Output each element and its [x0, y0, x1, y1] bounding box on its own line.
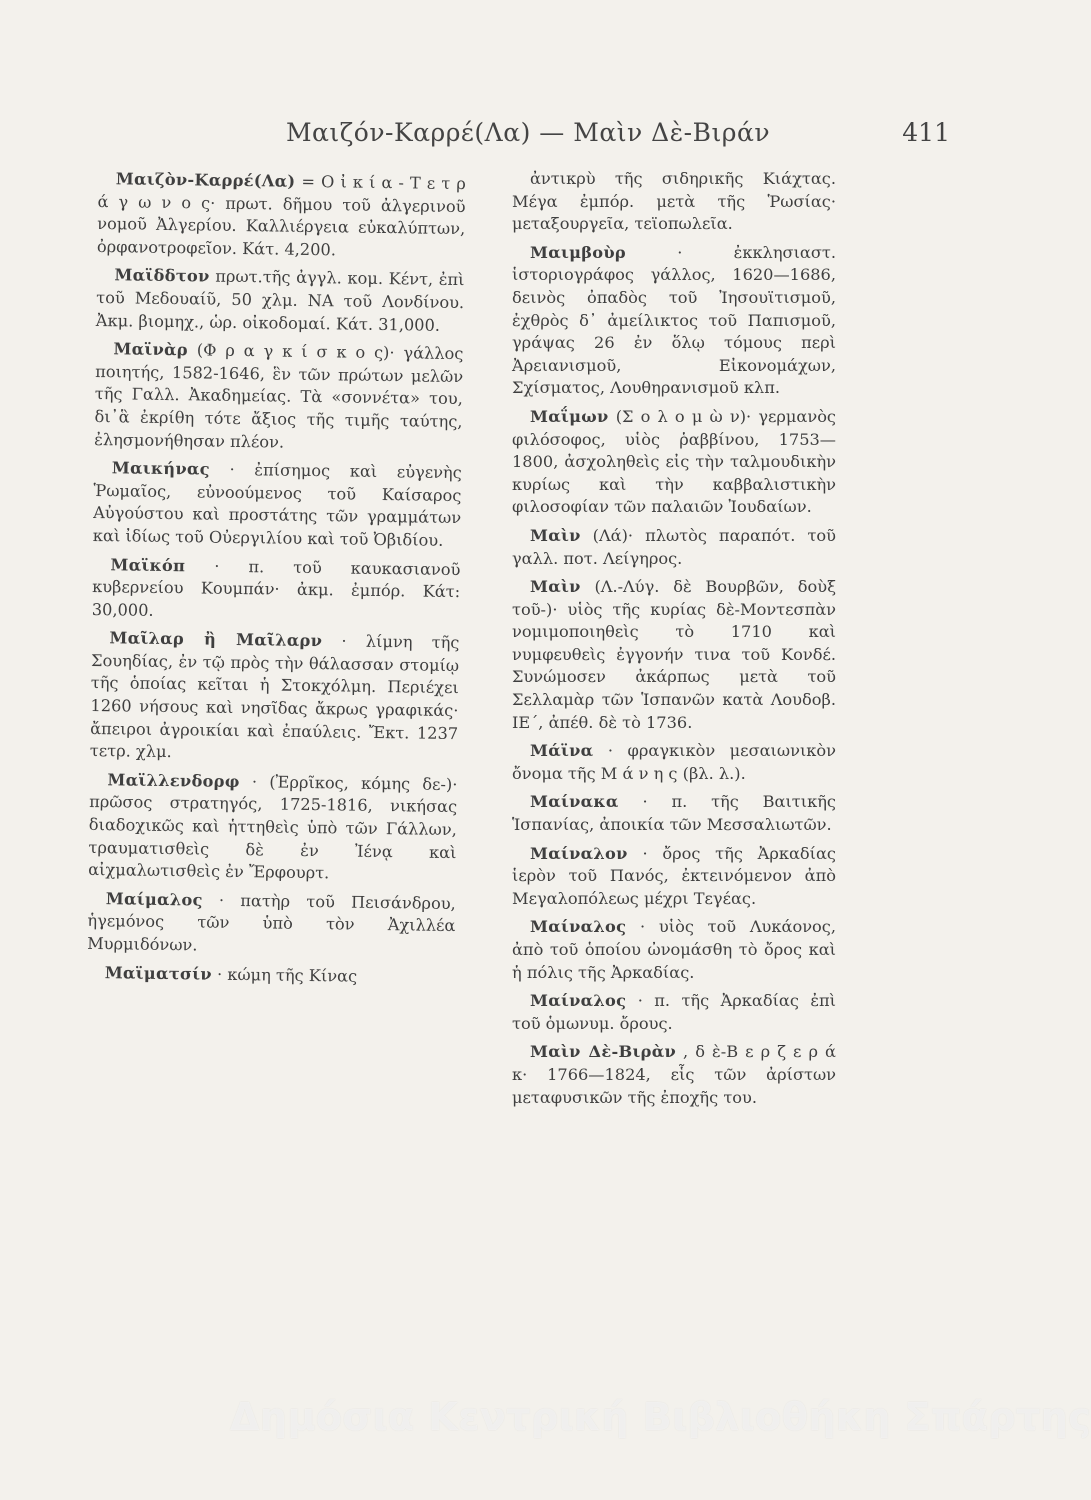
entry-text: · π. τῆς Ἀρκαδίας ἐπὶ τοῦ ὁμωνυμ. ὄρους. — [512, 991, 836, 1033]
entry-headword: Μαὶν — [530, 525, 581, 545]
dictionary-entry — [88, 769, 458, 887]
entry-headword: Μαϊλλενδορφ — [107, 770, 240, 791]
entry-text: (Λά)· πλωτὸς παραπότ. τοῦ γαλλ. ποτ. Λείγηρος. — [512, 525, 836, 568]
entry-text: · λίμνη τῆς Σουηδίας, ἐν τῷ πρὸς τὴν θάλασσαν στομίῳ τῆς ὁποίας κεῖται ἡ Στοκχόλμη. Περιέχει 1260 νήσους καὶ νησῖδας ἄκρως γραφικάς· ἄπειροι ἀγροικίαι καὶ ἐπαύλεις. Ἔκτ. 1237 τετρ. χλμ. — [89, 631, 460, 762]
entry-headword: Μαϊματσίν — [104, 962, 213, 984]
running-title: Μαιζόν-Καρρέ(Λα) — Μαὶν Δὲ-Βιράν — [285, 118, 771, 147]
entry-headword: Μαιζὸν-Καρρέ(Λα) — [115, 169, 296, 191]
entry-headword: Μαὶν — [530, 577, 581, 597]
entry-text: πρωτ.τῆς ἀγγλ. κομ. Κέντ, ἐπὶ τοῦ Μεδουαίῦ, 50 χλμ. ΝΑ τοῦ Λονδίνου. Ἀκμ. βιομηχ., ὡρ. οἰκοδομαί. Κάτ. 31,000. — [95, 267, 465, 335]
dictionary-entry — [92, 553, 461, 626]
running-header — [90, 118, 950, 158]
entry-text: · κώμη τῆς Κίνας — [216, 964, 358, 986]
entry-text: = Ο ἰ κ ί α - Τ ε τ ρ ά γ ω ν ο ς· πρωτ. δῆμου τοῦ ἀλγερινοῦ νομοῦ Ἀλγερίου. Καλλιέργεια εὐκαλύπτων, ὀρφανοτροφεῖον. Κάτ. 4,200. — [96, 171, 466, 260]
dictionary-entry — [512, 791, 836, 836]
dictionary-entry — [512, 843, 836, 911]
entry-text: · ἐκκλησιαστ. ἱστοριογράφος γάλλος, 1620—1686, δεινὸς ὀπαδὸς τοῦ Ἰησουϊτισμοῦ, ἐχθρὸς δ᾽ ἀμείλικτος τοῦ Παπισμοῦ, γράψας 26 ἐν ὅλῳ τόμους περὶ Ἀρειανισμοῦ, Εἰκονομάχων, Σχίσματος, Λουθηρανισμοῦ κλπ. — [512, 242, 836, 398]
entry-text: · ἐπίσημος καὶ εὐγενὴς Ῥωμαῖος, εὐνοούμενος τοῦ Καίσαρος Αὐγούστου καὶ προστάτης τῶν γραμμάτων καὶ ἰδίως τοῦ Οὐεργιλίου καὶ τοῦ Ὀβιδίου. — [92, 459, 462, 550]
entry-text: · ὄρος τῆς Ἀρκαδίας ἱερὸν τοῦ Πανός, ἐκτεινόμενον ἀπὸ Μεγαλοπόλεως μέχρι Τεγέας. — [512, 843, 836, 908]
entry-headword: Μάϊνα — [530, 741, 594, 761]
dictionary-entry — [93, 457, 462, 553]
dictionary-entry — [512, 242, 836, 400]
entry-headword: Μαίνακα — [530, 792, 619, 812]
dictionary-entry — [97, 168, 466, 264]
dictionary-entry — [90, 627, 460, 768]
entry-text: · π. τοῦ καυκασιανοῦ κυβερνείου Κουμπάν· ἀκμ. ἐμπόρ. Κάτ: 30,000. — [91, 556, 461, 620]
dictionary-entry — [87, 962, 455, 990]
page-number: 411 — [902, 118, 950, 147]
entry-headword: Μαίναλος — [530, 991, 627, 1011]
left-column — [87, 168, 466, 995]
entry-headword: Μαΐμων — [530, 406, 609, 426]
dictionary-entry — [512, 916, 836, 984]
entry-text: · π. τῆς Βαιτικῆς Ἱσπανίας, ἀποικία τῶν Μεσσαλιωτῶν. — [512, 792, 836, 835]
dictionary-entry — [512, 406, 836, 519]
entry-headword: Μαϊδδτον — [114, 265, 210, 286]
entry-text: (Φ ρ α γ κ ί σ κ ο ς)· γάλλος ποιητής, 1582-1646, ἓν τῶν πρώτων μελῶν τῆς Γαλλ. Ἀκαδημείας. Τὰ «σοννέτα» του, δι᾽ἃ ἐκρίθη τότε ἄξιος τῆς τιμῆς ταύτης, ἐλησμονήθησαν πλέον. — [94, 340, 464, 452]
entry-headword: Μαϊνὰρ — [113, 339, 189, 360]
entry-text: · φραγκικὸν μεσαιωνικὸν ὄνομα τῆς Μ ά ν η ς (βλ. λ.). — [512, 741, 836, 783]
dictionary-entry — [94, 338, 464, 456]
right-column — [512, 168, 836, 1115]
dictionary-entry — [512, 990, 836, 1035]
entry-headword: Μαίναλον — [530, 843, 628, 863]
entry-headword: Μαϊκόπ — [110, 554, 186, 575]
entry-text: , δ ὲ-Β ε ρ ζ ε ρ ά κ· 1766—1824, εἷς τῶν ἀρίστων μεταφυσικῶν τῆς ἐποχῆς του. — [512, 1042, 836, 1107]
library-watermark: Δημόσια Κεντρική Βιβλιοθήκη Σπάρτης — [230, 1395, 1091, 1439]
dictionary-entry — [512, 740, 836, 785]
entry-text: ἀντικρὺ τῆς σιδηρικῆς Κιάχτας. Μέγα ἐμπόρ. μετὰ τῆς Ῥωσίας· μεταξουργεῖα, τεϊοπωλεῖα. — [512, 169, 836, 234]
entry-text: (Λ.-Λύγ. δὲ Βουρβῶν, δοὺξ τοῦ-)· υἱὸς τῆς κυρίας δὲ-Μοντεσπὰν νομιμοποιηθεὶς τὸ 1710 καὶ νυμφευθεὶς ἐγγονήν τινα τοῦ Κονδέ. Συνώμοσεν ἀκάρπως μετὰ τοῦ Σελλαμὰρ τῶν Ἱσπανῶν κατὰ Λουδοβ. ΙΕ΄, ἀπέθ. δὲ τὸ 1736. — [512, 577, 836, 732]
entry-text: (Σ ο λ ο μ ὼ ν)· γερμανὸς φιλόσοφος, υἱὸς ῥαββίνου, 1753—1800, ἀσχοληθεὶς εἰς τὴν ταλμουδικὴν κυρίως καὶ τὴν καββαλιστικὴν φιλοσοφίαν τῶν παλαιῶν Ἰουδαίων. — [512, 406, 837, 517]
dictionary-entry — [512, 1041, 836, 1109]
entry-text: · (Ἐρρῖκος, κόμης δε-)· πρῶσος στρατηγός, 1725-1816, νικήσας διαδοχικῶς καὶ ἡττηθεὶς ὑπὸ τῶν Γάλλων, τραυματισθεὶς δὲ ἐν Ἰένᾳ καὶ αἰχμαλωτισθεὶς ἐν Ἔρφουρτ. — [88, 772, 458, 883]
entry-headword: Μαιμβοὺρ — [530, 242, 626, 262]
entry-headword: Μαῖλαρ ἢ Μαῖλαρν — [109, 628, 323, 651]
entry-text: · υἱὸς τοῦ Λυκάονος, ἀπὸ τοῦ ὁποίου ὠνομάσθη τὸ ὄρος καὶ ἡ πόλις τῆς Ἀρκαδίας. — [512, 917, 836, 982]
dictionary-entry — [512, 576, 836, 734]
dictionary-entry — [512, 168, 836, 236]
entry-headword: Μαικήνας — [111, 458, 211, 479]
dictionary-entry — [96, 264, 465, 337]
dictionary-entry — [512, 525, 836, 570]
dictionary-entry — [87, 888, 456, 961]
entry-headword: Μαίμαλος — [105, 888, 203, 910]
entry-text: · πατὴρ τοῦ Πεισάνδρου, ἡγεμόνος τῶν ὑπὸ τὸν Ἀχιλλέα Μυρμιδόνων. — [87, 890, 456, 955]
entry-headword: Μαὶν Δὲ-Βιρὰν — [530, 1042, 676, 1062]
entry-headword: Μαίναλος — [530, 917, 627, 937]
